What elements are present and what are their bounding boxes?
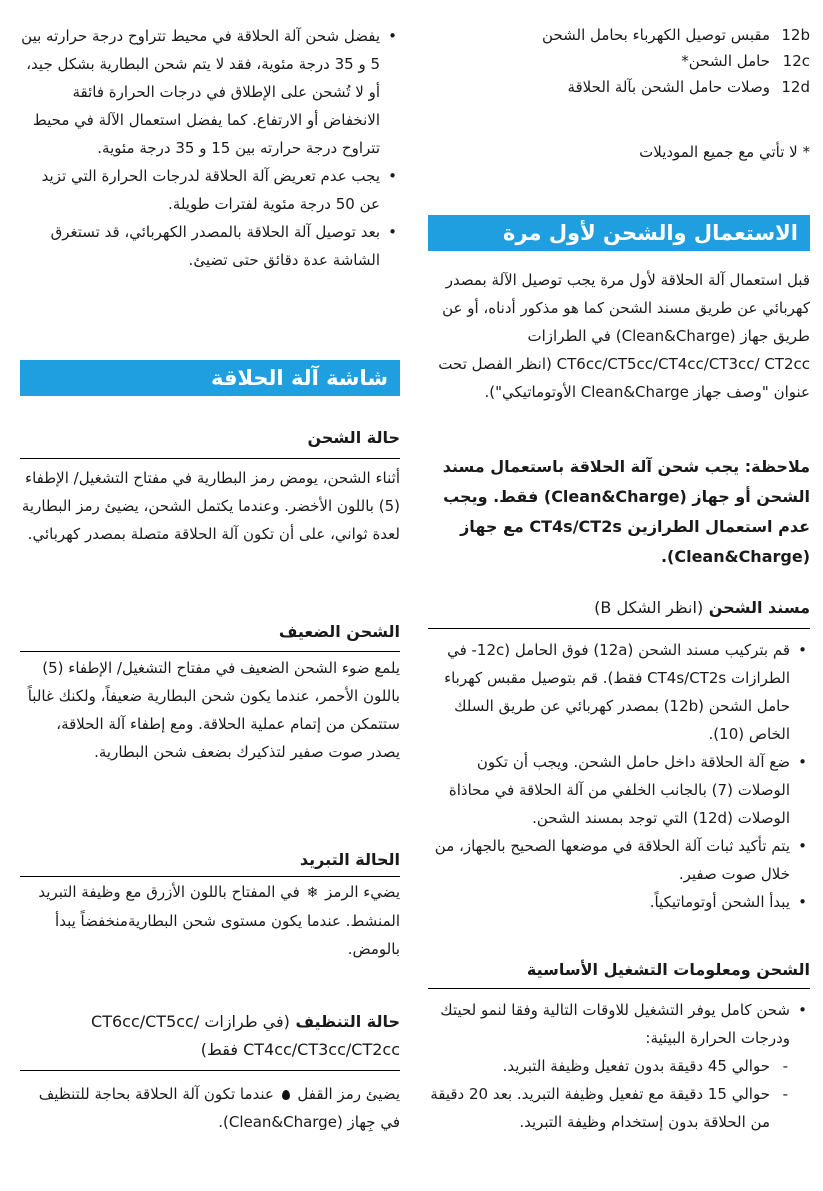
basics-bullets <box>428 996 810 1052</box>
stand-heading <box>428 596 810 620</box>
cleaning-heading <box>20 1008 400 1064</box>
cooling-text-block <box>20 878 400 963</box>
list-item: • يجب عدم تعريض آلة الحلاقة لدرجات الحرارة التي تزيد عن 50 درجة مئوية لفترات طويلة. <box>20 162 400 218</box>
cooling-text <box>20 878 400 963</box>
cooling-heading: الحالة التبريد <box>299 850 400 869</box>
part-label: حامل الشحن* <box>681 52 770 70</box>
first-use-note: ملاحظة: يجب شحن آلة الحلاقة باستعمال مسند الشحن أو جهاز (Clean&Charge) فقط. ويجب عدم استعمال الطرازين CT4s/CT2s مع جهاز (Clean&Charge). <box>442 457 810 566</box>
stand-heading-ref: (انظر الشكل B) <box>594 598 704 617</box>
list-item: • يتم تأكيد ثبات آلة الحلاقة في موضعها الصحيح بالجهاز، من خلال صوت صفير. <box>428 832 810 888</box>
charging-text: أثناء الشحن، يومض رمز البطارية في مفتاح التشغيل/ الإطفاء (5) باللون الأخضر. وعندما يكتمل الشحن، يضيئ رمز البطارية لعدة ثواني، على أن تكون آلة الحلاقة متصلة بمصدر كهربائي. <box>21 469 400 543</box>
cleaning-heading-models: (في طرازات CT6cc/CT5cc/ CT4cc/CT3cc/CT2cc فقط) <box>91 1012 400 1059</box>
list-item: • يبدأ الشحن أوتوماتيكياً. <box>428 888 810 916</box>
cooling-text-start: يضيء الرمز <box>325 883 400 901</box>
list-item: • ضع آلة الحلاقة داخل حامل الشحن. ويجب أن تكون الوصلات (7) بالجانب الخلفي من آلة الحلاقة في محاذاة الوصلات (12d) التي توجد بمسند الشحن. <box>428 748 810 832</box>
display-banner: شاشة آلة الحلاقة <box>20 360 400 396</box>
cleaning-text-end: عندما تكون آلة الحلاقة بحاجة للتنظيف في جِهاز (Clean&Charge). <box>38 1085 400 1131</box>
basics-divider <box>428 988 810 989</box>
parts-footnote: * لا تأتي مع جميع الموديلات <box>639 143 810 161</box>
stand-heading-title: مسند الشحن <box>708 598 810 617</box>
drop-icon <box>282 1090 290 1100</box>
part-number: 12b <box>781 26 810 44</box>
charging-divider <box>20 458 400 459</box>
first-use-banner: الاستعمال والشحن لأول مرة <box>428 215 810 251</box>
part-label: مقبس توصيل الكهرباء بحامل الشحن <box>542 26 770 44</box>
basics-heading: الشحن ومعلومات التشغيل الأساسية <box>526 960 810 979</box>
part-row <box>428 74 810 100</box>
list-item: • قم بتركيب مسند الشحن (12a) فوق الحامل (12c- في الطرازات CT4s/CT2s فقط). قم بتوصيل مقبس كهرباء حامل الشحن (12b) بمصدر كهربائي عن طريق السلك الخاص (10). <box>428 636 810 748</box>
charging-text-block <box>20 464 400 548</box>
cleaning-text-start: يضيئ رمز القفل <box>297 1085 400 1103</box>
part-row <box>428 22 810 48</box>
low-charge-heading: الشحن الضعيف <box>278 622 400 641</box>
part-number: 12c <box>782 52 810 70</box>
list-item: • يفضل شحن آلة الحلاقة في محيط تتراوح درجة حرارته بين 5 و 35 درجة مئوية، فقد لا يتم شحن البطارية بشكل جيد، أو لا تُشحن على الإطلاق في درجات الحرارة فائقة الانخفاض أو الارتفاع. كما يفضل استعمال الآلة في محيط تتراوح درجة حرارته بين 15 و 35 درجة مئوية. <box>20 22 400 162</box>
snowflake-icon: ❄ <box>306 885 319 901</box>
low-charge-text: يلمع ضوء الشحن الضعيف في مفتاح التشغيل/ الإطفاء (5) باللون الأحمر، عندما يكون شحن البطارية ضعيفاً، ولكنك غالباً ستتمكن من إتمام عملية الحلاقة. ومع إطفاء آلة الحلاقة، يصدر صوت صفير لتذكيرك بضعف شحن البطارية. <box>27 659 400 761</box>
left-bullets-block <box>20 22 400 274</box>
first-use-intro-block <box>428 266 810 406</box>
parts-list <box>428 22 810 100</box>
basics-sub-list <box>428 1052 810 1136</box>
basics-block <box>428 996 810 1136</box>
stand-divider <box>428 628 810 629</box>
part-row <box>428 48 810 74</box>
first-use-intro: قبل استعمال آلة الحلاقة لأول مرة يجب توصيل الآلة بمصدر كهربائي عن طريق مسند الشحن كما هو مذكور أدناه، أو عن طريق جهاز (Clean&Charge) في الطرازات CT6cc/CT5cc/CT4cc/CT3cc/ CT2cc (انظر الفصل تحت عنوان "وصف جهاز Clean&Charge الأوتوماتيكي"). <box>438 271 810 401</box>
list-item: - حوالي 15 دقيقة مع تفعيل وظيفة التبريد. بعد 20 دقيقة من الحلاقة بدون إستخدام وظيفة التبريد. <box>428 1080 810 1136</box>
cleaning-heading-title: حالة التنظيف <box>295 1012 400 1031</box>
part-number: 12d <box>781 78 810 96</box>
cleaning-text <box>20 1080 400 1136</box>
cooling-text-end: في المفتاح باللون الأزرق مع وظيفة التبريد المنشط. عندما يكون مستوى شحن البطاريةمنخفضاً يبدأ بالومض. <box>38 883 400 958</box>
low-charge-divider <box>20 651 400 652</box>
stand-bullets-block <box>428 636 810 916</box>
cleaning-divider <box>20 1070 400 1071</box>
stand-bullets <box>428 636 810 916</box>
left-bullets <box>20 22 400 274</box>
cleaning-text-block <box>20 1080 400 1136</box>
charging-heading: حالة الشحن <box>307 428 400 447</box>
parts-footnote-block <box>428 138 810 166</box>
list-item: • شحن كامل يوفر التشغيل للاوقات التالية وفقا لنمو لحيتك ودرجات الحرارة البيئية: <box>428 996 810 1052</box>
list-item: • بعد توصيل آلة الحلاقة بالمصدر الكهربائي، قد تستغرق الشاشة عدة دقائق حتى تضيئ. <box>20 218 400 274</box>
cooling-divider <box>20 876 400 877</box>
part-label: وصلات حامل الشحن بآلة الحلاقة <box>567 78 770 96</box>
first-use-note-block <box>428 452 810 572</box>
list-item: - حوالي 45 دقيقة بدون تفعيل وظيفة التبريد. <box>428 1052 810 1080</box>
low-charge-text-block <box>20 654 400 766</box>
